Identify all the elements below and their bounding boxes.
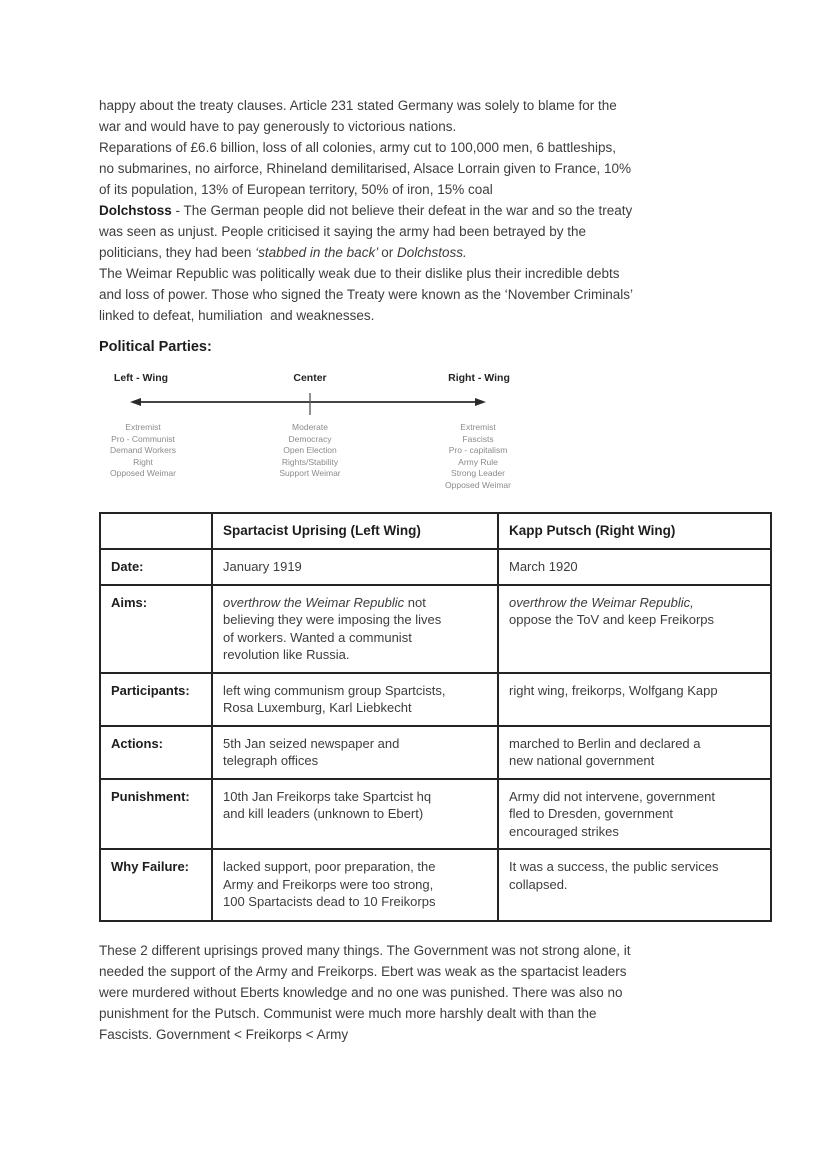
intro-lines-top	[99, 95, 771, 200]
text-line: 5th Jan seized newspaper and	[223, 735, 400, 751]
dolchstoss-line-rest: - The German people did not believe their defeat in the war and so the treaty	[171, 203, 633, 218]
text-line: The Weimar Republic was politically weak due to their dislike plus their incredible debts	[99, 266, 620, 281]
table-row-actions	[100, 726, 771, 779]
text-line: and loss of power. Those who signed the Treaty were known as the ‘November Criminals’	[99, 287, 634, 302]
text-line: Strong Leader	[451, 468, 505, 478]
table-header-kapp: Kapp Putsch (Right Wing)	[498, 513, 771, 549]
text-line: Extremist	[460, 422, 496, 432]
text-line: March 1920	[509, 558, 578, 574]
conclusion-paragraph	[99, 940, 771, 1045]
text-line: oppose the ToV and keep Freikorps	[509, 612, 715, 627]
text-line: no submarines, no airforce, Rhineland demilitarised, Alsace Lorrain given to France, 10%	[99, 161, 632, 176]
table-row-date	[100, 549, 771, 585]
text-line: Opposed Weimar	[110, 468, 176, 478]
text-line: Rosa Luxemburg, Karl Liebkecht	[223, 700, 412, 715]
text-line: Army and Freikorps were too strong,	[223, 876, 434, 892]
text-line: 10th Jan Freikorps take Spartcist hq	[223, 788, 432, 804]
dolchstoss-line	[99, 200, 771, 221]
center-traits	[279, 422, 340, 480]
right-wing-label: Right - Wing	[448, 372, 510, 384]
text-line: Fascists. Government < Freikorps < Army	[99, 1027, 349, 1042]
table-row-why-failure	[100, 849, 771, 921]
text-line: Moderate	[292, 422, 328, 432]
punishment-right-cell	[498, 779, 771, 850]
aims-left-italic: overthrow the Weimar Republic	[223, 594, 405, 610]
row-label-participants: Participants:	[100, 673, 212, 726]
text-line: of workers. Wanted a communist	[223, 629, 412, 645]
actions-left-cell	[212, 726, 498, 779]
spectrum-arrow-icon	[99, 389, 519, 419]
text-line: Rights/Stability	[281, 456, 339, 467]
text-line: needed the support of the Army and Freikorps. Ebert was weak as the spartacist leaders	[99, 964, 627, 979]
text-line: Democracy	[288, 433, 332, 444]
text-line: Pro - Communist	[111, 433, 175, 444]
intro-lines-bottom	[99, 263, 771, 326]
aims-left-cell: overthrow the Weimar Republic not believing they were imposing the lives of workers. Wanted a communist revolution like Russia.	[212, 585, 498, 673]
comparison-table	[99, 512, 772, 922]
text-line: were murdered without Eberts knowledge and no one was punished. There was also no	[99, 985, 623, 1000]
text-line: Demand Workers	[110, 445, 176, 455]
text-line: telegraph offices	[223, 753, 319, 768]
text-line: left wing communism group Spartcists,	[223, 682, 446, 698]
participants-right-cell	[498, 673, 771, 726]
document-content	[99, 95, 771, 1045]
dolchstoss-term: Dolchstoss	[99, 203, 172, 218]
text-line: Right	[133, 456, 153, 467]
dolchstoss-italic: Dolchstoss.	[396, 245, 467, 260]
text-line: Pro - capitalism	[448, 445, 508, 455]
punishment-left-cell	[212, 779, 498, 850]
text-line: war and would have to pay generously to victorious nations.	[99, 119, 457, 134]
row-label-aims: Aims:	[100, 585, 212, 673]
row-label-actions: Actions:	[100, 726, 212, 779]
text-line: happy about the treaty clauses. Article 231 stated Germany was solely to blame for the	[99, 98, 617, 113]
date-right-cell	[498, 549, 771, 585]
stabbed-in-back-phrase: ‘stabbed in the back’	[255, 245, 382, 260]
table-row-participants	[100, 673, 771, 726]
text-line: Open Election	[283, 445, 337, 455]
text-line: linked to defeat, humiliation and weaknesses.	[99, 308, 375, 323]
text-line: of its population, 13% of European territory, 50% of iron, 15% coal	[99, 182, 493, 197]
aims-right-cell	[498, 585, 771, 673]
text-line: Army did not intervene, government	[509, 788, 715, 804]
stabbed-in-back-line: politicians, they had been ‘stabbed in the back’ or Dolchstoss.	[99, 245, 467, 260]
text-line: Fascists	[462, 433, 494, 444]
text-line: Reparations of £6.6 billion, loss of all colonies, army cut to 100,000 men, 6 battleships,	[99, 140, 617, 155]
text-line: Opposed Weimar	[445, 479, 511, 490]
text-line: and kill leaders (unknown to Ebert)	[223, 806, 424, 821]
row-label-date: Date:	[100, 549, 212, 585]
text-line: Army Rule	[458, 456, 498, 467]
text-line: encouraged strikes	[509, 823, 619, 839]
text-line: January 1919	[223, 558, 302, 574]
participants-left-cell	[212, 673, 498, 726]
political-parties-heading: Political Parties:	[99, 339, 212, 355]
table-row-aims	[100, 585, 771, 673]
why-failure-left-cell	[212, 849, 498, 921]
text-line: Support Weimar	[279, 468, 341, 478]
text-line: punishment for the Putsch. Communist were much more harshly dealt with than the	[99, 1006, 597, 1021]
text-line: believing they were imposing the lives	[223, 612, 442, 627]
row-label-punishment: Punishment:	[100, 779, 212, 850]
text-line: marched to Berlin and declared a	[509, 735, 701, 751]
table-header-empty-cell	[100, 513, 212, 549]
left-wing-traits	[110, 422, 176, 480]
text-line: revolution like Russia.	[223, 647, 350, 662]
political-spectrum-diagram	[99, 372, 771, 494]
intro-line-unjust: was seen as unjust. People criticised it saying the army had been betrayed by the	[99, 224, 587, 239]
text-line: These 2 different uprisings proved many things. The Government was not strong alone, it	[99, 943, 631, 958]
text-line: fled to Dresden, government	[509, 806, 674, 821]
row-label-why-failure: Why Failure:	[100, 849, 212, 921]
date-left-cell	[212, 549, 498, 585]
text-line: right wing, freikorps, Wolfgang Kapp	[509, 682, 718, 698]
text-line: It was a success, the public services	[509, 859, 719, 874]
center-label: Center	[293, 372, 327, 384]
actions-right-cell	[498, 726, 771, 779]
left-wing-label: Left - Wing	[113, 372, 169, 384]
text-line: 100 Spartacists dead to 10 Freikorps	[223, 894, 436, 909]
right-wing-traits	[445, 422, 511, 491]
why-failure-right-cell	[498, 849, 771, 921]
table-header-row	[100, 513, 771, 549]
table-row-punishment	[100, 779, 771, 850]
text-line: lacked support, poor preparation, the	[223, 859, 436, 874]
aims-right-italic: overthrow the Weimar Republic,	[509, 594, 694, 610]
text-line: collapsed.	[509, 876, 568, 892]
text-line: Extremist	[125, 422, 161, 432]
text-line: new national government	[509, 753, 655, 768]
intro-paragraph	[99, 95, 771, 326]
table-header-spartacist: Spartacist Uprising (Left Wing)	[212, 513, 498, 549]
